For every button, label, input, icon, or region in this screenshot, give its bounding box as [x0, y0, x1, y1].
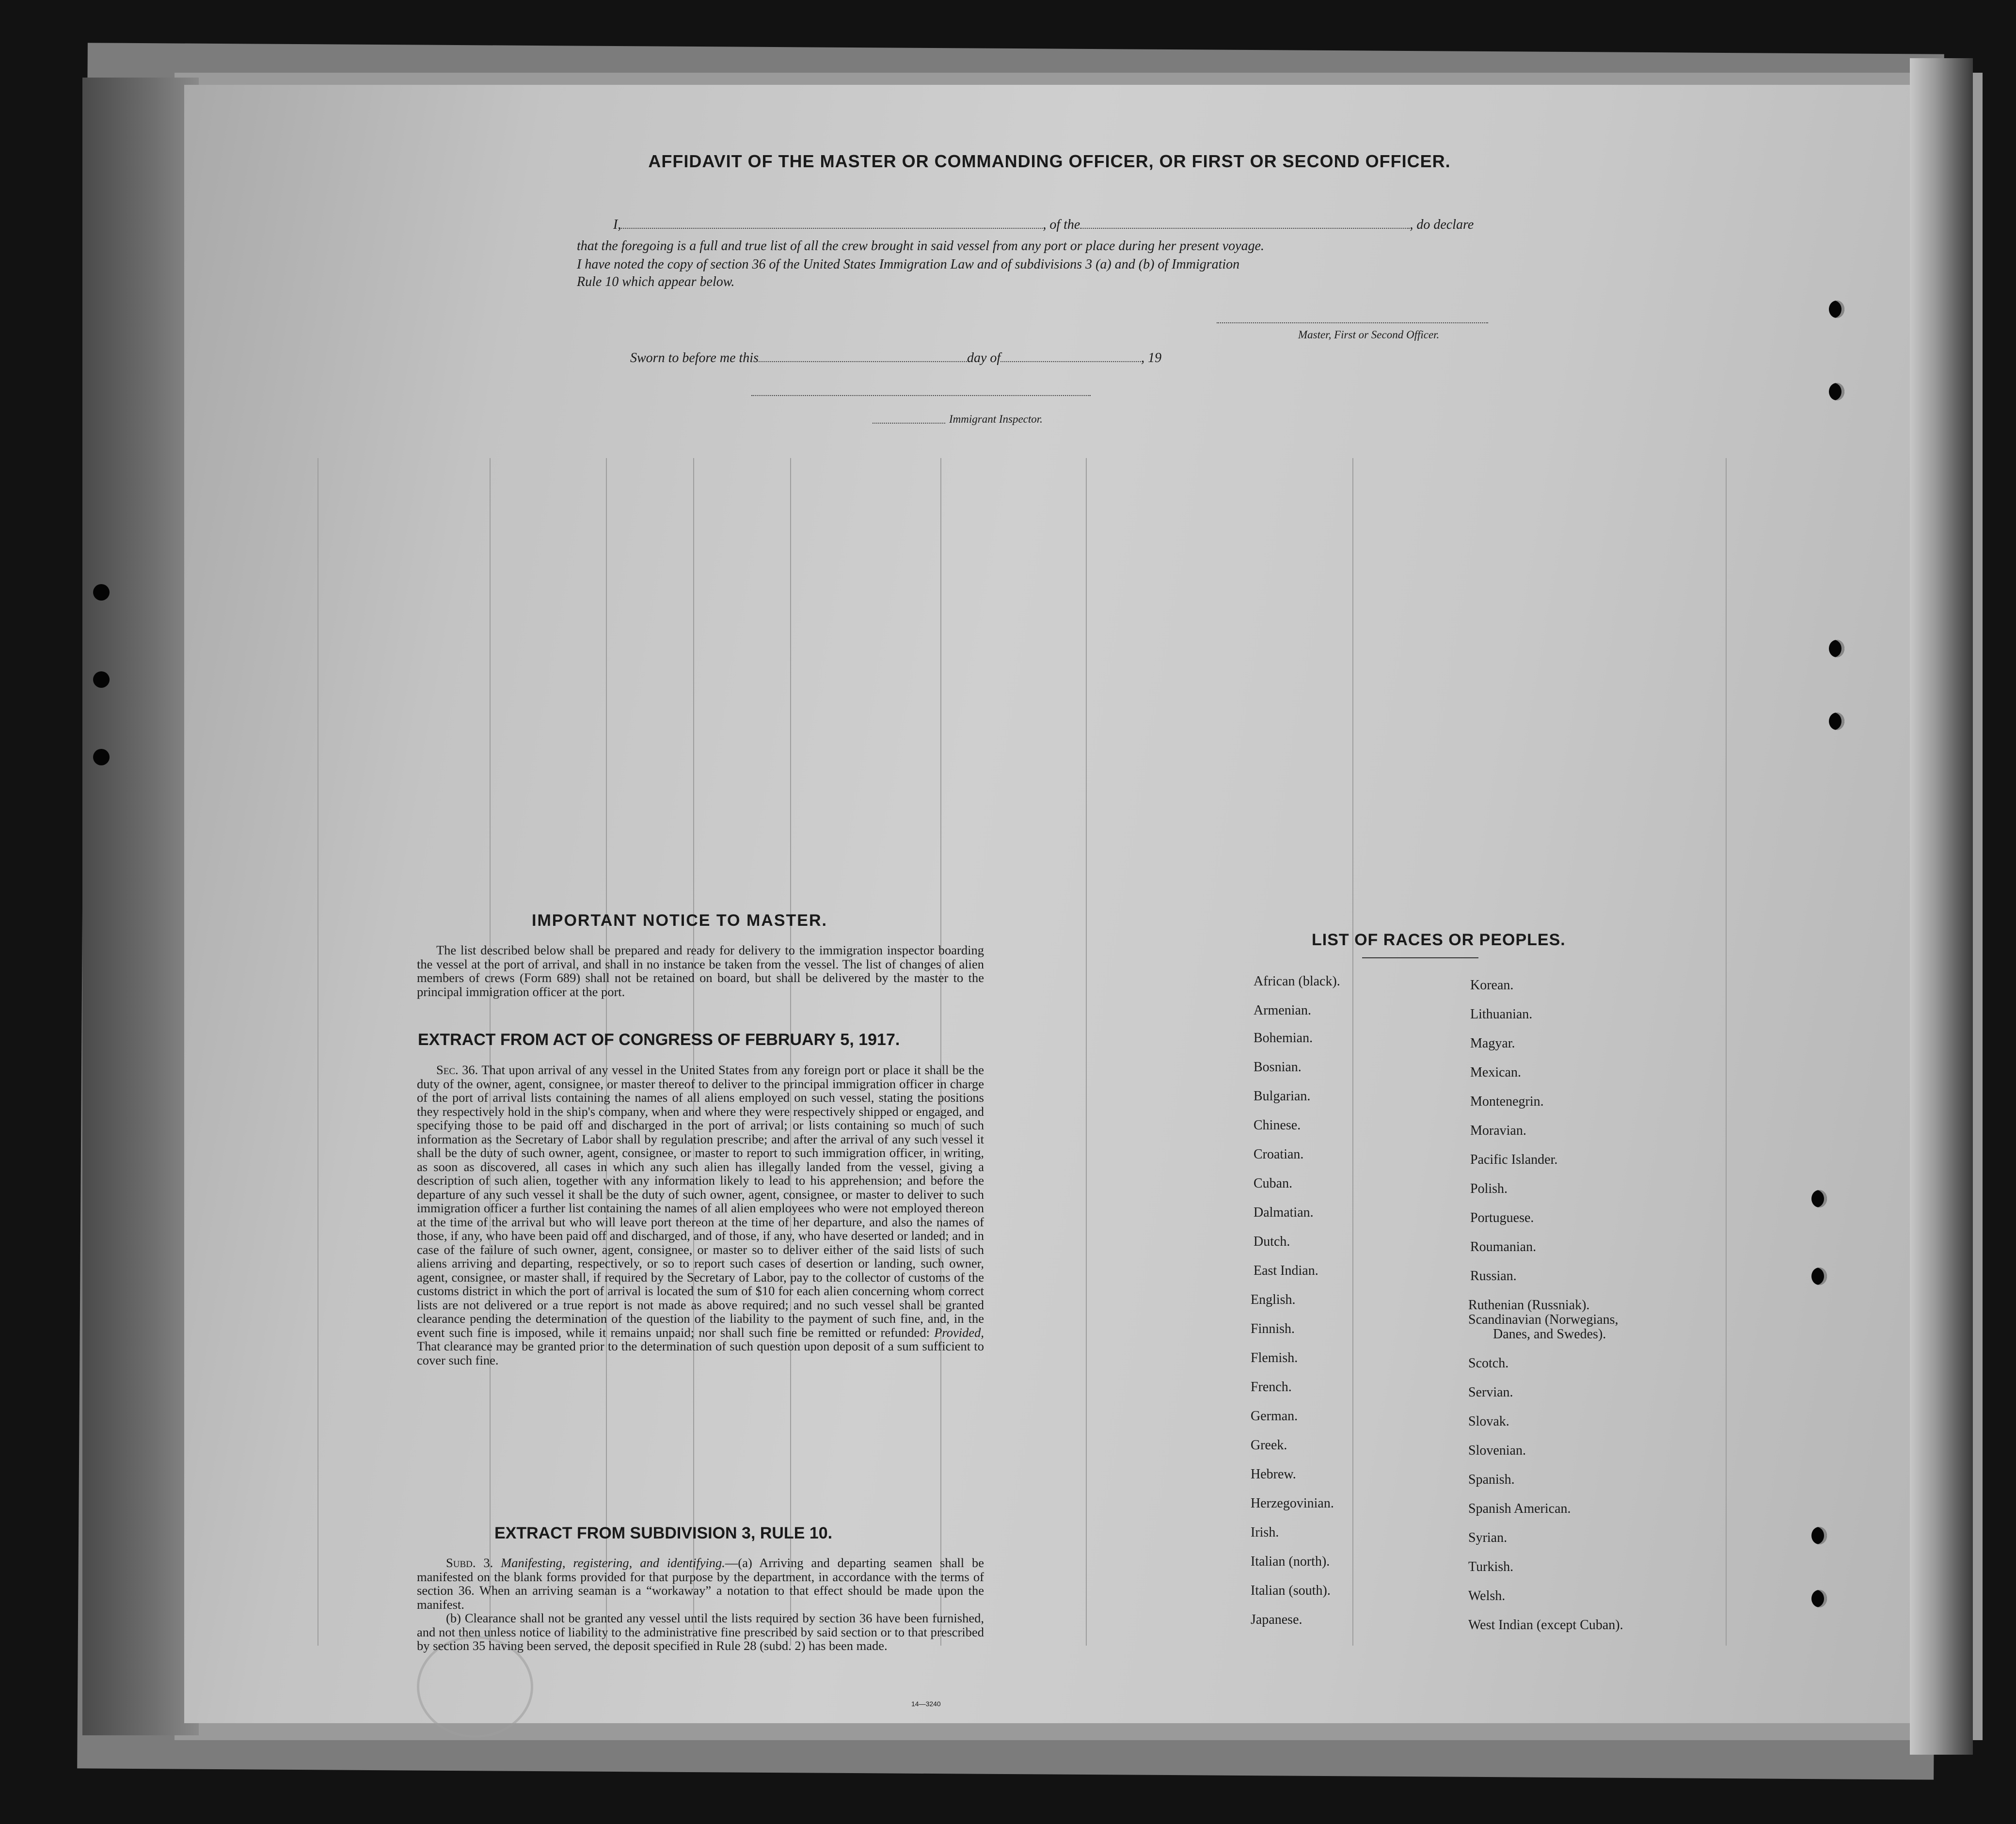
affidavit-of: , of the: [1043, 217, 1080, 232]
inspector-sign-line-2: [873, 418, 945, 424]
race-item: Welsh.: [1468, 1588, 1506, 1603]
race-item: Hebrew.: [1251, 1467, 1296, 1482]
race-item: Dalmatian.: [1254, 1205, 1314, 1220]
race-item: Servian.: [1468, 1385, 1513, 1400]
race-item: Bosnian.: [1254, 1060, 1302, 1075]
race-item: Flemish.: [1251, 1350, 1298, 1365]
race-item: Scotch.: [1468, 1356, 1509, 1371]
subd-label: Subd. 3.: [446, 1555, 493, 1570]
race-item: Italian (south).: [1251, 1583, 1331, 1598]
signature-caption: Master, First or Second Officer.: [1298, 329, 1440, 341]
inspector-caption: Immigrant Inspector.: [949, 413, 1043, 425]
race-item: Roumanian.: [1470, 1239, 1537, 1254]
notice-body: The list described below shall be prepared and ready for delivery to the immigration inspector boarding the vessel at the port of arrival, and shall in no instance be taken from the vessel. The list of changes of alien members of crews (Form 689) shall not be retained on board, but shall be delivered by the master to the principal immigration officer at the port.: [417, 943, 984, 999]
punch-hole: [93, 671, 110, 688]
act-body: [417, 1063, 984, 1367]
sworn-line: [630, 350, 1161, 366]
form-number: 14—3240: [911, 1700, 941, 1708]
affidavit-line-3: I have noted the copy of section 36 of the United States Immigration Law and of subdivisions 3 (a) and (b) of Immigration: [577, 257, 1240, 272]
race-item: Turkish.: [1468, 1559, 1514, 1574]
ruling-line: [1086, 458, 1087, 1646]
sworn-day: day of: [967, 350, 1001, 365]
ruling-line: [790, 458, 791, 1646]
sworn-year: , 19: [1141, 350, 1162, 365]
race-item: German.: [1251, 1409, 1298, 1424]
races-title: LIST OF RACES OR PEOPLES.: [1312, 931, 1566, 949]
binding-strip: [82, 78, 199, 1735]
punch-hole: [93, 749, 110, 765]
punch-hole: [1811, 1190, 1827, 1207]
ruling-line: [940, 458, 941, 1646]
race-item: West Indian (except Cuban).: [1468, 1618, 1623, 1633]
race-item: Russian.: [1470, 1269, 1517, 1284]
affidavit-title: AFFIDAVIT OF THE MASTER OR COMMANDING OFFICER, OR FIRST OR SECOND OFFICER.: [648, 151, 1451, 171]
affidavit-line-4: Rule 10 which appear below.: [577, 274, 735, 289]
race-item: Ruthenian (Russniak).: [1468, 1298, 1590, 1313]
race-item: Spanish.: [1468, 1472, 1515, 1487]
race-item: Korean.: [1470, 978, 1514, 993]
race-item: Pacific Islander.: [1470, 1152, 1558, 1167]
race-item: Syrian.: [1468, 1530, 1508, 1545]
race-item: Portuguese.: [1470, 1210, 1534, 1225]
race-item: Bohemian.: [1254, 1031, 1313, 1046]
race-item: Herzegovinian.: [1251, 1496, 1334, 1511]
race-item: Moravian.: [1470, 1123, 1526, 1138]
race-item: Danes, and Swedes).: [1493, 1327, 1606, 1342]
race-item: Slovenian.: [1468, 1443, 1526, 1458]
race-item: Chinese.: [1254, 1118, 1301, 1133]
race-item: Magyar.: [1470, 1036, 1515, 1051]
race-item: Lithuanian.: [1470, 1007, 1533, 1022]
punch-hole: [1811, 1527, 1827, 1544]
page-edge: [1910, 58, 1973, 1755]
race-item: Japanese.: [1251, 1612, 1302, 1627]
punch-hole: [1811, 1590, 1827, 1607]
signature-line: [1217, 317, 1488, 323]
race-item: Armenian.: [1254, 1003, 1311, 1018]
rule-title: EXTRACT FROM SUBDIVISION 3, RULE 10.: [494, 1524, 833, 1542]
race-item: Cuban.: [1254, 1176, 1293, 1191]
affidavit-line-1: [613, 217, 1474, 233]
affidavit-declare: , do declare: [1410, 217, 1474, 232]
race-item: Bulgarian.: [1254, 1089, 1311, 1104]
race-item: African (black).: [1254, 974, 1340, 989]
race-item: Greek.: [1251, 1438, 1287, 1453]
sworn-prefix: Sworn to before me this: [630, 350, 759, 365]
subd-b-text: (b) Clearance shall not be granted any vessel until the lists required by section 36 have been furnished, and not then unless notice of liability to the administrative fine prescribed by said section or to that prescribed by section 35 having been served, the deposit specified in Rule 28 (subd. 2) has been made.: [417, 1611, 984, 1653]
provided-word: Provided,: [934, 1325, 984, 1340]
race-item: Irish.: [1251, 1525, 1279, 1540]
race-item: English.: [1251, 1292, 1296, 1307]
ruling-line: [1352, 458, 1353, 1646]
subd-italic: Manifesting, registering, and identifying.: [501, 1555, 725, 1570]
ruling-line: [317, 458, 318, 1646]
inspector-sign-line: [751, 390, 1091, 396]
punch-hole: [1811, 1268, 1827, 1285]
punch-hole: [1829, 301, 1844, 318]
race-item: Slovak.: [1468, 1414, 1509, 1429]
race-item: Croatian.: [1254, 1147, 1304, 1162]
act-text-end: That clearance may be granted prior to the determination of such question upon deposit of a sum sufficient to cover such fine.: [417, 1339, 984, 1367]
race-item: East Indian.: [1254, 1263, 1318, 1278]
ruling-line: [490, 458, 491, 1646]
race-item: Finnish.: [1251, 1321, 1295, 1336]
subd-a-text: —(a) Arriving and departing seamen shall be manifested on the blank forms provided for that purpose by the department, in accordance with the terms of section 36. When an arriving seaman is a “workaway” a notation to that effect should be made upon the manifest.: [417, 1555, 984, 1612]
race-item: Montenegrin.: [1470, 1094, 1544, 1109]
punch-hole: [1829, 640, 1844, 657]
punch-hole: [1829, 713, 1844, 730]
punch-hole: [1829, 383, 1844, 400]
race-item: Mexican.: [1470, 1065, 1521, 1080]
rule-body: [417, 1556, 984, 1653]
race-item: Dutch.: [1254, 1234, 1290, 1249]
punch-hole: [93, 584, 110, 601]
act-title: EXTRACT FROM ACT OF CONGRESS OF FEBRUARY 5, 1917.: [418, 1031, 900, 1049]
race-item: Italian (north).: [1251, 1554, 1330, 1569]
ruling-line: [693, 458, 694, 1646]
notice-title: IMPORTANT NOTICE TO MASTER.: [532, 911, 827, 930]
ruling-line: [1726, 458, 1727, 1646]
sec-label: Sec. 36.: [436, 1063, 478, 1077]
affidavit-line-2: that the foregoing is a full and true list of all the crew brought in said vessel from any port or place during her present voyage.: [577, 238, 1265, 254]
race-item: French.: [1251, 1380, 1292, 1395]
race-item: Scandinavian (Norwegians,: [1468, 1312, 1619, 1327]
manifest-page: [184, 85, 1910, 1723]
affidavit-i: I,: [613, 217, 621, 232]
act-text: That upon arrival of any vessel in the United States from any foreign port or place it shall be the duty of the owner, agent, consignee, or master thereof to deliver to the principal immigration officer in charge of the port of arrival lists containing the names of all aliens employed on such vessel, stating the positions they respectively hold in the ship's company, when and where they were respectively shipped or engaged, and specifying those to be paid off and discharged in the port of arrival; or lists containing so much of such information as the Secretary of Labor shall by regulation prescribe; and after the arrival of any such vessel it shall be the duty of such owner, agent, consignee, or master to report to such immigration officer, in writing, as soon as discovered, all cases in which any such alien has illegally landed from the vessel, giving a description of such alien, together with any information likely to lead to his apprehension; and before the departure of any such vessel it shall be the duty of such owner, agent, consignee, or master to deliver to such immigration officer a further list containing the names of all alien employees who were not employed thereon at the time of the arrival but who will leave port thereon at the time of her departure, and also the names of those, if any, who have been paid off and discharged, and of those, if any, who have deserted or landed; and in case of the failure of such owner, agent, consignee, or master so to deliver either of the said lists of such aliens arriving and departing, respectively, or so to report such cases of desertion or landing, such owner, agent, consignee, or master shall, if required by the Secretary of Labor, pay to the collector of customs of the customs district in which the port of arrival is located the sum of $10 for each alien concerning whom correct lists are not delivered or a true report is not made as above required; and no such vessel shall be granted clearance pending the determination of the question of the liability to the payment of such fine, and, in the event such fine is imposed, while it remains unpaid; nor shall such fine be remitted or refunded:: [417, 1063, 984, 1340]
races-title-rule: [1362, 957, 1478, 958]
race-item: Polish.: [1470, 1181, 1508, 1196]
ruling-line: [606, 458, 607, 1646]
race-item: Spanish American.: [1468, 1501, 1571, 1516]
